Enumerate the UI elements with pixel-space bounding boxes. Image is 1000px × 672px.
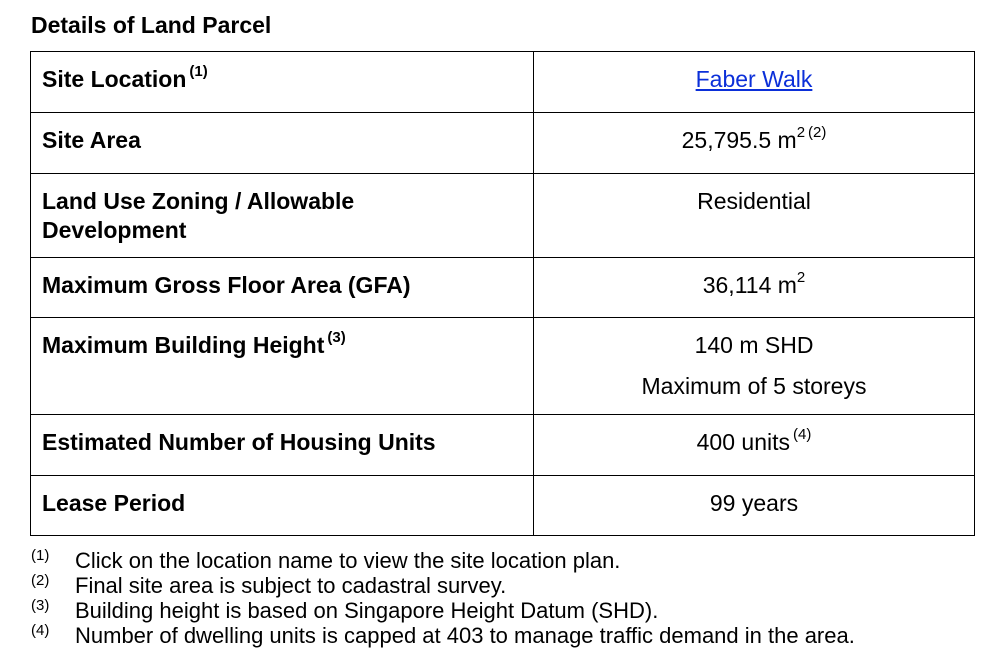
- max-height-label: Maximum Building Height: [42, 332, 325, 358]
- max-storeys-value: Maximum of 5 storeys: [641, 373, 867, 399]
- row-label-cell: [31, 258, 534, 318]
- footnote-text: Click on the location name to view the site location plan.: [75, 548, 621, 573]
- footnote-text: Final site area is subject to cadastral survey.: [75, 573, 507, 598]
- table-row: [31, 415, 975, 476]
- table-row: [31, 113, 975, 174]
- row-value-cell: [534, 52, 975, 113]
- land-use-value: Residential: [697, 188, 811, 214]
- footnote-number: (4): [31, 622, 50, 639]
- footnote-text: Number of dwelling units is capped at 403 to manage traffic demand in the area.: [75, 623, 855, 648]
- table-row: [31, 318, 975, 415]
- table-row: [31, 52, 975, 113]
- footnote-ref: (4): [793, 426, 812, 444]
- row-value-cell: [534, 476, 975, 536]
- footnote-number: (2): [31, 572, 50, 589]
- row-label-cell: [31, 415, 534, 476]
- row-label-cell: [31, 174, 534, 258]
- table-row: [31, 174, 975, 258]
- page-title: Details of Land Parcel: [31, 12, 272, 38]
- footnote-ref: (2): [808, 124, 827, 142]
- table-row: [31, 476, 975, 536]
- lease-period-label: Lease Period: [42, 490, 186, 516]
- unit-superscript: 2: [796, 269, 806, 287]
- max-gfa-value: 36,114 m: [702, 272, 797, 298]
- row-label-cell: [31, 318, 534, 415]
- table-row: [31, 258, 975, 318]
- unit-superscript: 2: [796, 124, 806, 142]
- row-value-cell: [534, 113, 975, 174]
- row-value-cell: [534, 318, 975, 415]
- footnote-text: Building height is based on Singapore Height Datum (SHD).: [75, 598, 659, 623]
- footnote-ref: (3): [327, 329, 346, 347]
- land-parcel-table: [30, 51, 975, 536]
- row-value-cell: [534, 258, 975, 318]
- footnote-number: (3): [31, 597, 50, 614]
- housing-units-value: 400 units: [696, 429, 790, 455]
- site-area-label: Site Area: [42, 127, 141, 153]
- footnote-ref: (1): [189, 63, 208, 81]
- footnote-number: (1): [31, 547, 50, 564]
- site-location-link[interactable]: Faber Walk: [695, 66, 813, 92]
- lease-period-value: 99 years: [709, 490, 799, 516]
- row-label-cell: [31, 113, 534, 174]
- housing-units-label: Estimated Number of Housing Units: [42, 429, 436, 455]
- row-value-cell: [534, 415, 975, 476]
- max-gfa-label: Maximum Gross Floor Area (GFA): [42, 272, 411, 298]
- row-value-cell: [534, 174, 975, 258]
- max-height-value: 140 m SHD: [694, 332, 814, 358]
- land-use-label: Land Use Zoning / Allowable Development: [42, 188, 355, 243]
- row-label-cell: [31, 52, 534, 113]
- site-location-label: Site Location: [42, 66, 187, 92]
- site-area-value: 25,795.5 m: [681, 127, 797, 153]
- row-label-cell: [31, 476, 534, 536]
